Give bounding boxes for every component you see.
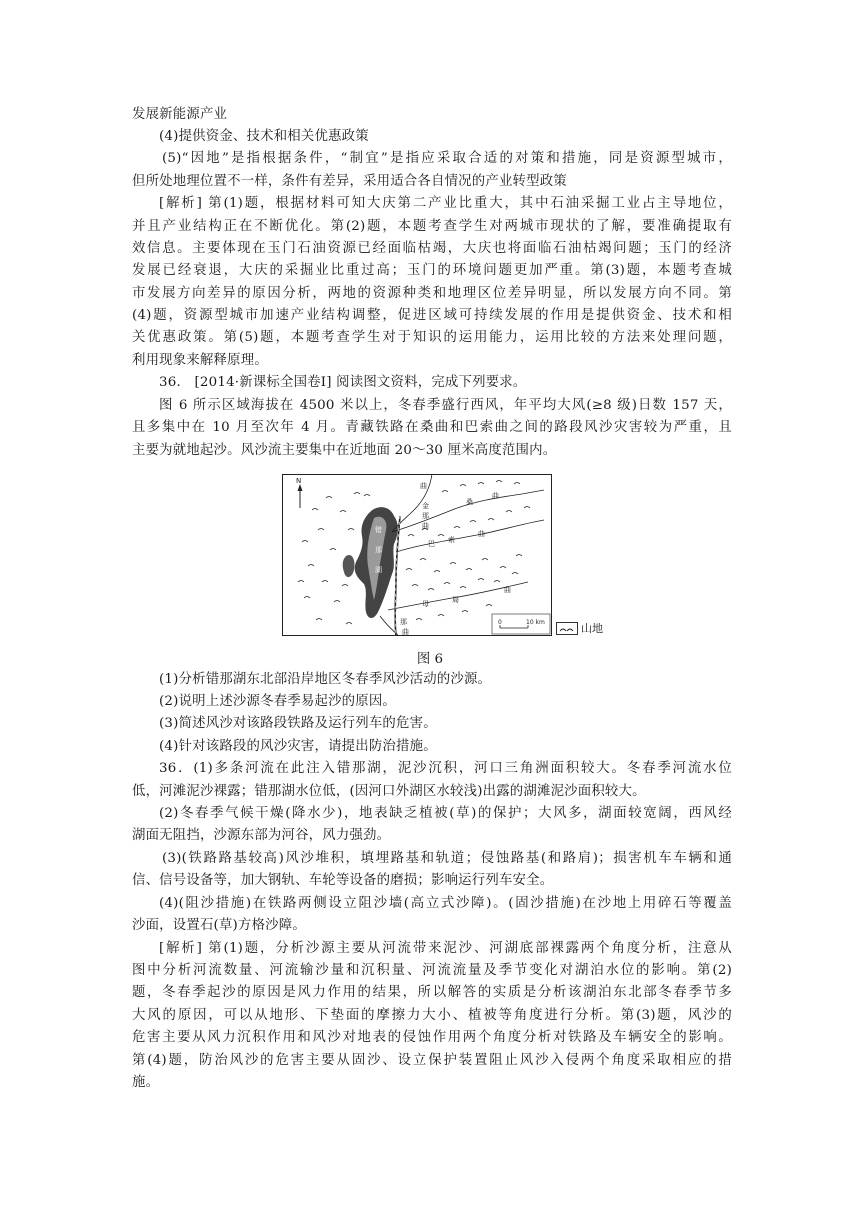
text-line: 发展新能源产业 xyxy=(132,107,228,122)
scale-bar xyxy=(492,614,550,634)
label-sang: 桑 xyxy=(466,498,473,506)
question-heading: 36． [2014·新课标全国卷Ⅰ] 阅读图文资料，完成下列要求。 xyxy=(159,375,527,390)
answer-line: 36．(1)多条河流在此注入错那湖，泥沙沉积，河口三角洲面积较大。冬春季河流水位 xyxy=(159,761,732,776)
text-line: 图 6 所示区域海拔在 4500 米以上，冬春季盛行西风，年平均大风(≥8 级)日数 157 天， xyxy=(159,398,732,413)
label-jin: 金 xyxy=(422,502,429,510)
region-map xyxy=(282,474,552,636)
text-line: 效信息。主要体现在玉门石油资源已经面临枯竭，大庆也将面临石油枯竭问题；玉门的经济 xyxy=(132,241,732,256)
label-hu: 湖 xyxy=(375,566,382,574)
label-suo: 索 xyxy=(448,536,455,544)
question-item: (3)简述风沙对该路段铁路及运行列车的危害。 xyxy=(159,716,437,731)
question-item: (1)分析错那湖东北部沿岸地区冬春季风沙活动的沙源。 xyxy=(159,672,492,687)
answer-line: 低，河滩泥沙裸露；错那湖水位低，(因河口外湖区水较浅)出露的湖滩泥沙面积较大。 xyxy=(132,784,646,799)
text-line: (4)提供资金、技术和相关优惠政策 xyxy=(159,129,369,144)
analysis-heading: [解析] 第(1)题，根据材料可知大庆第二产业比重大，其中石油采掘工业占主导地位， xyxy=(159,196,732,211)
analysis-line: 图中分析河流数量、河流输沙量和沉积量、河流流量及季节变化对湖泊水位的影响。第(2) xyxy=(132,963,732,978)
north-label: N xyxy=(296,477,302,485)
text-line: (4)题，资源型城市加速产业结构调整，促进区域可持续发展的作用是提供资金、技术和相 xyxy=(132,308,732,323)
label-qu: 曲 xyxy=(420,482,427,490)
label-na: 那 xyxy=(400,618,407,626)
text-line: 利用现象来解释原理。 xyxy=(132,353,268,368)
question-item: (2)说明上述沙源冬春季易起沙的原因。 xyxy=(159,694,397,709)
answer-line: 湖面无阻挡，沙源东部为河谷，风力强劲。 xyxy=(132,828,391,843)
text-line: 发展已经衰退，大庆的采掘业比重过高；玉门的环境问题更加严重。第(3)题，本题考查城 xyxy=(132,263,732,278)
text-line: 并且产业结构正在不断优化。第(2)题，本题考查学生对两城市现状的了解，要准确提取有 xyxy=(132,219,732,234)
scale-label: 10 km xyxy=(526,619,545,626)
label-qu: 曲 xyxy=(402,628,409,636)
text-line: 关优惠政策。第(5)题，本题考查学生对于知识的运用能力，运用比较的方法来处理问题， xyxy=(132,330,732,345)
label-qu: 曲 xyxy=(478,530,485,538)
answer-line: 沙面，设置石(草)方格沙障。 xyxy=(132,918,306,933)
label-na: 那 xyxy=(422,512,429,520)
answer-line: (4)(阻沙措施)在铁路两侧设立阻沙墙(高立式沙障)。(固沙措施)在沙地上用碎石等覆盖 xyxy=(159,896,732,911)
label-qu: 曲 xyxy=(422,522,429,530)
analysis-line: 大风的原因，可以从地形、下垫面的摩擦力大小、植被等角度进行分析。第(3)题，风沙的 xyxy=(132,1008,732,1023)
analysis-line: 施。 xyxy=(132,1075,160,1090)
analysis-line: 危害主要从风力沉积作用和风沙对地表的侵蚀作用两个角度分析对铁路及车辆安全的影响。 xyxy=(132,1030,732,1045)
figure-caption: 图 6 xyxy=(416,652,444,667)
answer-line: 信、信号设备等，加大钢轨、车轮等设备的磨损；影响运行列车安全。 xyxy=(132,873,554,888)
map-legend xyxy=(556,620,603,636)
label-na: 那 xyxy=(375,546,382,554)
label-qu: 曲 xyxy=(504,586,511,594)
text-line: 但所处地理位置不一样，条件有差异，采用适合各自情况的产业转型政策 xyxy=(132,174,567,189)
text-line: 主要为就地起沙。风沙流主要集中在近地面 20～30 厘米高度范围内。 xyxy=(132,443,557,458)
analysis-line: 题，冬春季起沙的原因是风力作用的结果，所以解答的实质是分析该湖泊东北部冬春季节多 xyxy=(132,985,732,1000)
analysis-heading: [解析] 第(1)题，分析沙源主要从河流带来泥沙、河湖底部裸露两个角度分析，注意从 xyxy=(159,941,732,956)
answer-line: (2)冬春季气候干燥(降水少)，地表缺乏植被(草)的保护；大风多，湖面较宽阔，西风经 xyxy=(159,806,732,821)
analysis-line: 第(4)题，防治风沙的危害主要从固沙、设立保护装置阻止风沙入侵两个角度采取相应的措 xyxy=(132,1053,732,1068)
label-qu: 曲 xyxy=(492,492,499,500)
label-ba: 巴 xyxy=(428,540,435,548)
label-cuo: 错 xyxy=(375,526,382,534)
legend-label: 山地 xyxy=(581,622,603,635)
text-line: (5)“因地”是指根据条件，“制宜”是指应采取合适的对策和措施，同是资源型城市， xyxy=(162,151,732,166)
answer-line: (3)(铁路路基较高)风沙堆积，填埋路基和轨道；侵蚀路基(和路肩)；损害机车车辆和通 xyxy=(162,851,732,866)
label-mu: 母 xyxy=(422,600,429,608)
scale-zero: 0 xyxy=(498,619,502,626)
mountain-legend-icon xyxy=(556,622,578,635)
question-item: (4)针对该路段的风沙灾害，请提出防治措施。 xyxy=(159,739,437,754)
text-line: 且多集中在 10 月至次年 4 月。青藏铁路在桑曲和巴索曲之间的路段风沙灾害较为严重，且 xyxy=(132,420,732,435)
label-ju: 局 xyxy=(452,596,459,604)
text-line: 市发展方向差异的原因分析，两地的资源种类和地理区位差异明显，所以发展方向不同。第 xyxy=(132,286,732,301)
